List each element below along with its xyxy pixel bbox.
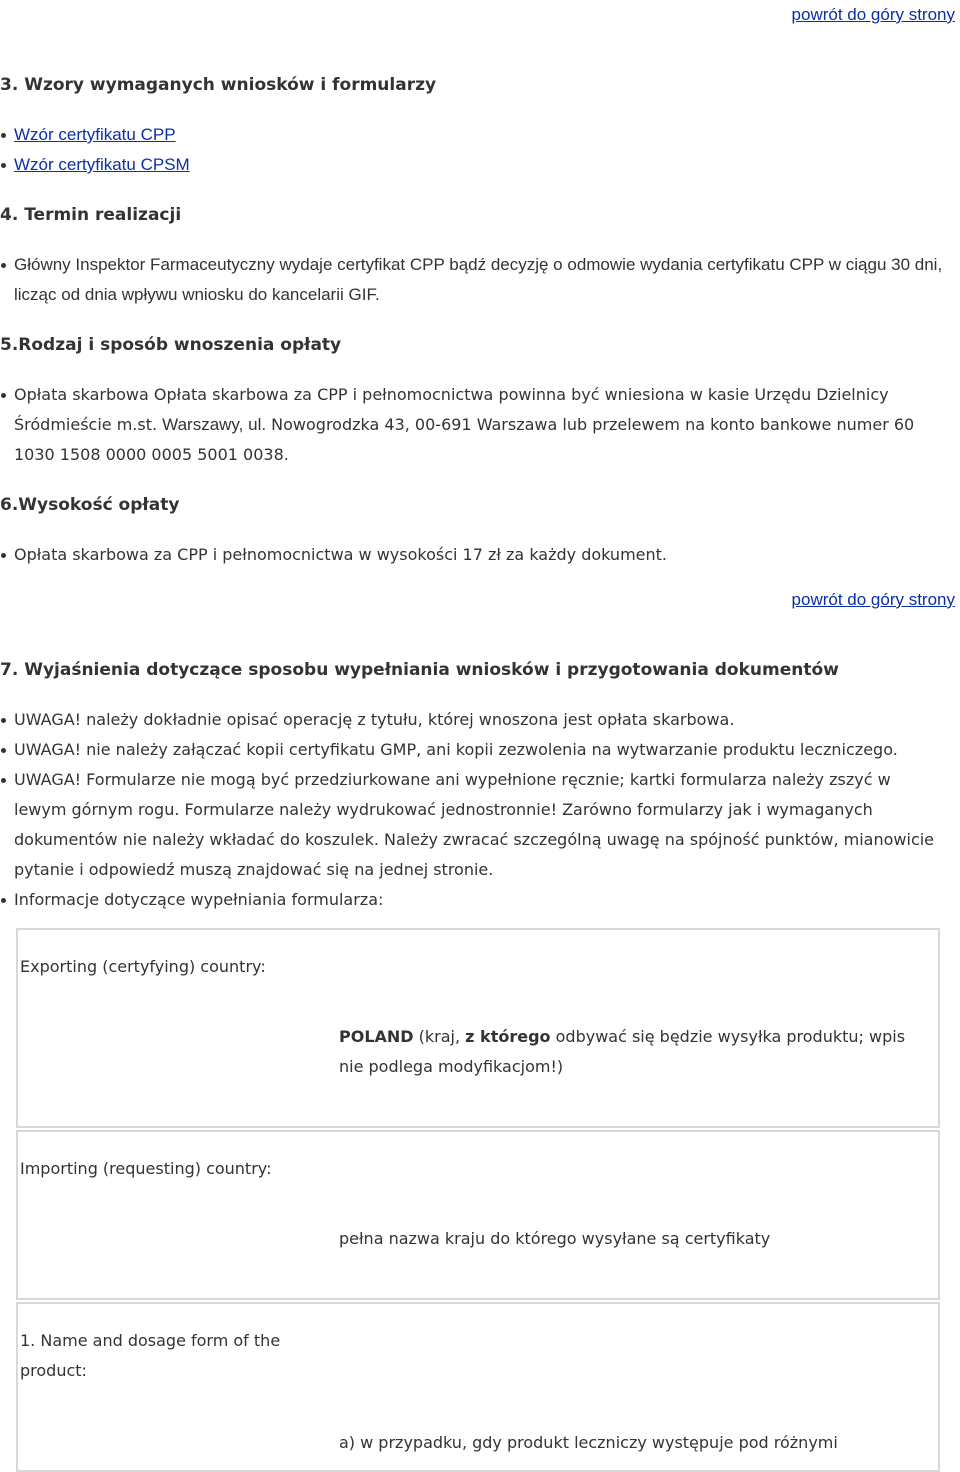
value-text: (kraj, [413, 1027, 466, 1046]
list-item [14, 380, 945, 470]
form-row-product-name [16, 1302, 940, 1472]
form-row-value [339, 1022, 934, 1082]
fee-text-part2: Warszawy, ul. [162, 415, 267, 434]
form-row-label: 1. Name and dosage form of the product: [20, 1331, 281, 1380]
fee-text-part3: Nowogrodzka 43, 00-691 Warszawa lub przelewem na konto bankowe numer 60 1030 1508 0000 0005 5001 0038. [14, 415, 915, 464]
section-7-heading: 7. Wyjaśnienia dotyczące sposobu wypełniania wniosków i przygotowania dokumentów [0, 660, 839, 680]
form-row-importing-country [16, 1130, 940, 1300]
form-row-exporting-country [16, 928, 940, 1128]
section-4-heading: 4. Termin realizacji [0, 205, 182, 225]
list-item: UWAGA! Formularze nie mogą być przedziurkowane ani wypełnione ręcznie; kartki formularza należy zszyć w lewym górnym rogu. Formularze należy wydrukować jednostronnie! Zarówno formularzy jak i wymaganych dokumentów nie należy wkładać do koszulek. Należy zwracać szczególną uwagę na spójność punktów, mianowicie pytanie i odpowiedź muszą znajdować się na jednej stronie. [14, 765, 945, 885]
section-3 [0, 70, 436, 100]
list-item: UWAGA! nie należy załączać kopii certyfikatu GMP, ani kopii zezwolenia na wytwarzanie produktu leczniczego. [14, 735, 945, 765]
list-item: UWAGA! należy dokładnie opisać operację z tytułu, której wnoszona jest opłata skarbowa. [14, 705, 945, 735]
cpsm-certificate-template-link[interactable]: Wzór certyfikatu CPSM [14, 155, 190, 174]
value-bold: z którego [465, 1027, 551, 1046]
form-row-value: a) w przypadku, gdy produkt leczniczy występuje pod różnymi [339, 1433, 838, 1452]
form-row-label: Importing (requesting) country: [20, 1159, 272, 1178]
cpp-certificate-template-link[interactable]: Wzór certyfikatu CPP [14, 125, 176, 144]
list-item [14, 120, 190, 150]
back-to-top-link[interactable]: powrót do góry strony [791, 5, 955, 24]
list-item [14, 150, 190, 180]
section-6-heading: 6.Wysokość opłaty [0, 495, 180, 515]
list-item: Informacje dotyczące wypełniania formularza: [14, 885, 945, 915]
section-3-list [0, 120, 190, 180]
form-row-label: Exporting (certyfying) country: [20, 957, 266, 976]
list-item: Opłata skarbowa za CPP i pełnomocnictwa w wysokości 17 zł za każdy dokument. [14, 540, 945, 570]
list-item: Główny Inspektor Farmaceutyczny wydaje certyfikat CPP bądź decyzję o odmowie wydania certyfikatu CPP w ciągu 30 dni, licząc od dnia wpływu wniosku do kancelarii GIF. [14, 250, 945, 310]
country-poland: POLAND [339, 1027, 414, 1046]
form-row-value: pełna nazwa kraju do którego wysyłane są certyfikaty [339, 1229, 771, 1248]
fee-text-part1: Opłata skarbowa Opłata skarbowa za CPP i pełnomocnictwa powinna być wniesiona w kasie Urzędu Dzielnicy Śródmieście m.st. [14, 385, 889, 434]
section-3-heading: 3. Wzory wymaganych wniosków i formularzy [0, 75, 437, 95]
back-to-top-link[interactable]: powrót do góry strony [791, 590, 955, 609]
value-text: odbywać się będzie wysyłka produktu; wpis nie podlega modyfikacjom!) [339, 1027, 906, 1076]
section-5-heading: 5.Rodzaj i sposób wnoszenia opłaty [0, 335, 342, 355]
